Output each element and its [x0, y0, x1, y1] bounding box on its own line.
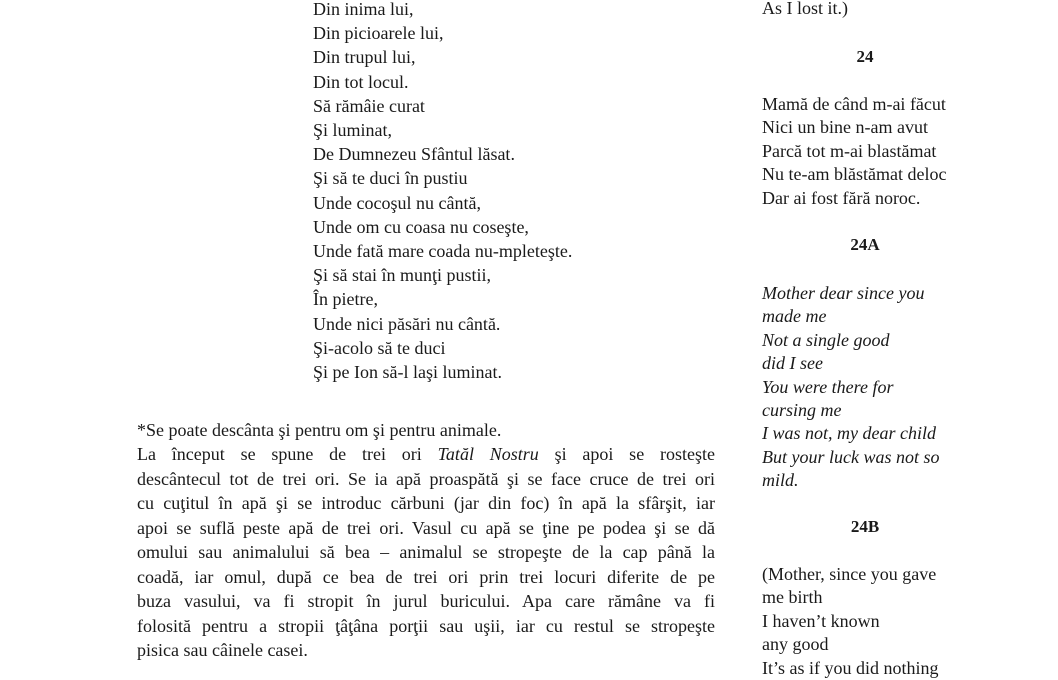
- poem-line: Şi luminat,: [313, 120, 393, 141]
- prose-text: La început se spune de trei ori: [137, 444, 438, 464]
- prose-line: coadă, iar omul, după ce bea de trei ori prin trei locuri diferite de pe: [137, 566, 715, 587]
- poem-line: Unde cocoşul nu cântă,: [313, 192, 481, 213]
- poem-block: [313, 0, 733, 384]
- verse-line: made me: [762, 306, 827, 327]
- section-heading-24b: 24B: [850, 517, 880, 536]
- poem-line: Unde nici păsări nu cântă.: [313, 313, 501, 334]
- section-24a-verse: [762, 282, 940, 493]
- section-heading-24: 24: [856, 47, 874, 66]
- poem-line: Şi să stai în munţi pustii,: [313, 265, 492, 286]
- verse-line: Mamă de când m-ai făcut: [762, 94, 946, 114]
- verse-line: Nici un bine n-am avut: [762, 117, 928, 138]
- prose-line: [137, 442, 715, 467]
- verse-line: But your luck was not so: [762, 446, 940, 467]
- verse-line: Dar ai fost fără noroc.: [762, 187, 921, 208]
- poem-line: Din tot locul.: [313, 71, 409, 92]
- verse-line: You were there for: [762, 376, 894, 397]
- poem-line: Din trupul lui,: [313, 47, 416, 68]
- poem-line: În pietre,: [313, 289, 378, 310]
- prose-line: apoi se suflă peste apă de trei ori. Vasul cu apă se ţine pe podea şi se dă: [137, 517, 715, 538]
- verse-line: I haven’t known: [762, 610, 880, 631]
- verse-line: did I see: [762, 353, 823, 374]
- verse-line: It’s as if you did nothing: [762, 657, 939, 678]
- prose-line: cu cuţitul în apă şi se introduc cărbuni (jar din foc) în apă la sfârşit, iar: [137, 493, 715, 513]
- verse-line: As I lost it.): [762, 0, 849, 18]
- verse-line: I was not, my dear child: [762, 423, 936, 444]
- poem-line: Unde fată mare coada nu-mpleteşte.: [313, 241, 573, 262]
- prose-line: descântecul tot de trei ori. Se ia apă proaspătă şi se face cruce de trei ori: [137, 468, 715, 489]
- footnote: *Se poate descânta şi pentru om şi pentru animale.: [137, 420, 502, 440]
- verse-line: mild.: [762, 470, 799, 491]
- instructions-paragraph: [137, 442, 715, 663]
- poem-line: Din picioarele lui,: [313, 23, 444, 44]
- poem-line: De Dumnezeu Sfântul lăsat.: [313, 144, 515, 165]
- right-top-line: [762, 0, 848, 20]
- verse-line: me birth: [762, 587, 823, 608]
- verse-line: (Mother, since you gave: [762, 564, 937, 584]
- prose-line: omului sau animalului să bea – animalul se stropeşte de la cap până la: [137, 542, 715, 562]
- prose-line: folosită pentru a stropii ţâţâna porţii sau uşii, iar cu restul se stropeşte: [137, 615, 715, 636]
- verse-line: Nu te-am blăstămat deloc: [762, 164, 947, 185]
- poem-line: Să rămâie curat: [313, 95, 425, 116]
- section-24b-verse: [762, 563, 939, 680]
- prose-text: şi apoi se rosteşte: [538, 444, 715, 464]
- poem-line: Şi pe Ion să-l laşi luminat.: [313, 362, 502, 383]
- prose-italic-title: Tatăl Nostru: [437, 444, 539, 464]
- section-24-verse: [762, 93, 946, 210]
- prose-line: buza vasului, va fi stropit în jurul buricului. Apa care rămâne va fi: [137, 591, 715, 611]
- verse-line: any good: [762, 634, 829, 655]
- verse-line: cursing me: [762, 400, 842, 421]
- poem-line: Unde om cu coasa nu coseşte,: [313, 216, 529, 237]
- verse-line: Parcă tot m-ai blastămat: [762, 140, 937, 161]
- verse-line: Not a single good: [762, 329, 890, 350]
- poem-line: Şi să te duci în pustiu: [313, 168, 468, 189]
- poem-line: Şi-acolo să te duci: [313, 337, 446, 358]
- verse-line: Mother dear since you: [762, 283, 925, 303]
- poem-line: Din inima lui,: [313, 0, 414, 19]
- section-heading-24a: 24A: [850, 235, 880, 254]
- prose-line: pisica sau câinele casei.: [137, 640, 308, 660]
